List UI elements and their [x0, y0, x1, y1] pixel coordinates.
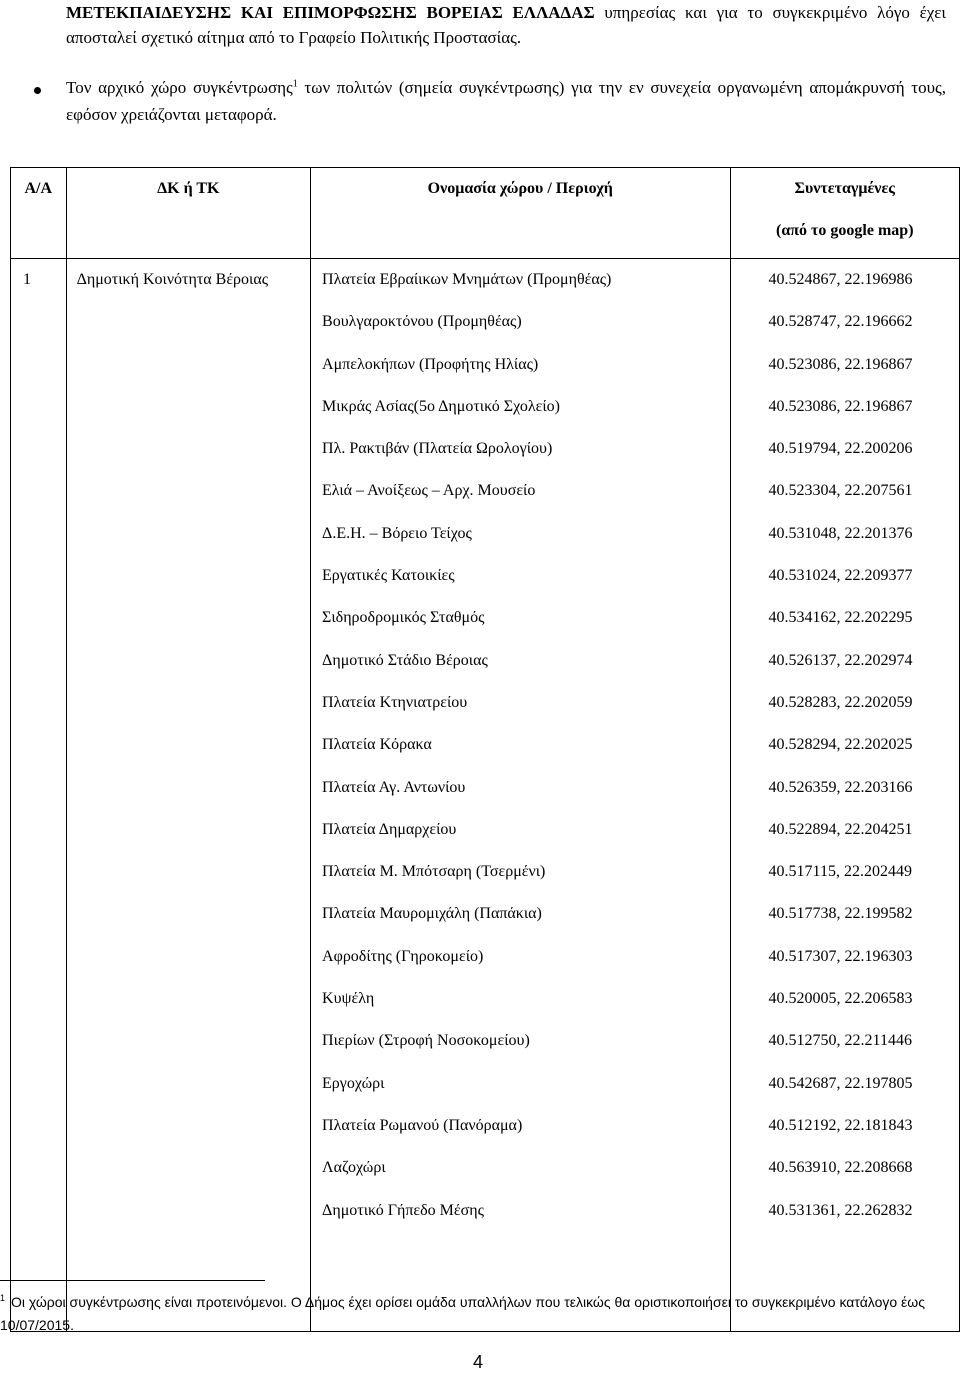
place-name: Πλατεία Μαυρομιχάλη (Παπάκια) — [322, 905, 542, 923]
place-name: Κυψέλη — [322, 990, 375, 1008]
place-coordinates: 40.517115, 22.202449 — [768, 863, 912, 881]
place-name: Αμπελοκήπων (Προφήτης Ηλίας) — [322, 355, 539, 373]
page-number: 4 — [473, 1352, 484, 1372]
place-name: Σιδηροδρομικός Σταθμός — [322, 609, 485, 627]
table-row — [11, 259, 960, 1332]
place-name: Πλατεία Εβραίικων Μνημάτων (Προμηθέας) — [322, 271, 612, 288]
bullet-dot-icon — [34, 87, 41, 94]
place-name: Πλατεία Αγ. Αντωνίου — [322, 778, 466, 796]
place-name: Πιερίων (Στροφή Νοσοκομείου) — [322, 1032, 530, 1050]
place-coordinates: 40.531361, 22.262832 — [768, 1201, 913, 1219]
place-name: Πλατεία Κόρακα — [322, 736, 432, 754]
place-name: Δημοτικό Γήπεδο Μέσης — [322, 1201, 484, 1219]
footnote-marker: 1 — [0, 1293, 6, 1304]
header-aa: Α/Α — [11, 168, 67, 259]
assembly-points-table — [10, 167, 960, 1332]
place-name: Ελιά – Ανοίξεως – Αρχ. Μουσείο — [322, 482, 536, 500]
place-coordinates: 40.519794, 22.200206 — [768, 440, 913, 458]
place-name: Αφροδίτης (Γηροκομείο) — [322, 947, 484, 965]
cell-dk: Δημοτική Κοινότητα Βέροιας — [66, 259, 310, 1332]
cell-aa: 1 — [11, 259, 67, 1332]
intro-bold-text: ΜΕΤΕΚΠΑΙΔΕΥΣΗΣ ΚΑΙ ΕΠΙΜΟΡΦΩΣΗΣ ΒΟΡΕΙΑΣ ΕΛΛΑΔΑΣ — [66, 3, 595, 22]
place-coordinates: 40.517307, 22.196303 — [768, 947, 913, 965]
bullet-text-after: των πολιτών (σημεία συγκέντρωσης) για την εν συνεχεία οργανωμένη απομάκρυνσή τους, εφόσον χρειάζονται μεταφορά. — [66, 78, 946, 124]
place-name: Πλ. Ρακτιβάν (Πλατεία Ωρολογίου) — [322, 440, 553, 458]
place-coordinates: 40.520005, 22.206583 — [768, 990, 913, 1008]
place-name: Πλατεία Δημαρχείου — [322, 820, 457, 838]
place-coordinates: 40.542687, 22.197805 — [768, 1074, 913, 1092]
place-coordinates: 40.526137, 22.202974 — [768, 651, 913, 669]
place-name: Μικράς Ασίας(5ο Δημοτικό Σχολείο) — [322, 397, 560, 415]
place-coordinates: 40.526359, 22.203166 — [768, 778, 913, 796]
intro-rest-text: υπηρεσίας και για το συγκεκριμένο λόγο έχει αποσταλεί σχετικό αίτημα από το Γραφείο Πολιτικής Προστασίας. — [66, 3, 946, 47]
bullet-text-before: Τον αρχικό χώρο συγκέντρωσης — [66, 78, 293, 97]
cell-coords — [730, 259, 959, 1332]
intro-paragraph — [66, 0, 946, 50]
place-coordinates: 40.512192, 22.181843 — [768, 1116, 913, 1134]
place-name: Δημοτικό Στάδιο Βέροιας — [322, 651, 488, 669]
place-coordinates: 40.534162, 22.202295 — [768, 609, 913, 627]
place-coordinates: 40.531024, 22.209377 — [768, 567, 913, 585]
place-coordinates: 40.528294, 22.202025 — [768, 736, 913, 754]
table-header-row — [11, 168, 960, 259]
header-dk: ΔΚ ή ΤΚ — [66, 168, 310, 259]
place-name: Εργατικές Κατοικίες — [322, 567, 455, 585]
header-coord — [730, 168, 959, 259]
place-coordinates: 40.524867, 22.196986 — [768, 271, 913, 288]
place-coordinates: 40.523086, 22.196867 — [768, 355, 913, 373]
footnote-text: Οι χώροι συγκέντρωσης είναι προτεινόμενοι. Ο Δήμος έχει ορίσει ομάδα υπαλλήλων που τελικώς θα οριστικοποιήσει το συγκεκριμένο κατάλογο έως 10/07/2015. — [0, 1294, 925, 1333]
footnote-divider — [0, 1280, 265, 1281]
place-name: Πλατεία Ρωμανού (Πανόραμα) — [322, 1116, 523, 1134]
place-coordinates: 40.517738, 22.199582 — [768, 905, 913, 923]
place-name: Δ.Ε.Η. – Βόρειο Τείχος — [322, 524, 472, 542]
place-name: Λαζοχώρι — [322, 1159, 386, 1177]
place-coordinates: 40.531048, 22.201376 — [768, 524, 913, 542]
place-name: Πλατεία Κτηνιατρείου — [322, 693, 468, 711]
place-name: Βουλγαροκτόνου (Προμηθέας) — [322, 313, 522, 331]
place-coordinates: 40.523086, 22.196867 — [768, 397, 913, 415]
header-name: Ονομασία χώρου / Περιοχή — [311, 168, 731, 259]
header-coord-sub: (από το google map) — [776, 222, 914, 239]
place-coordinates: 40.528747, 22.196662 — [768, 313, 913, 331]
cell-places — [311, 259, 731, 1332]
place-coordinates: 40.563910, 22.208668 — [768, 1159, 913, 1177]
place-coordinates: 40.512750, 22.211446 — [768, 1032, 912, 1050]
footnote-ref[interactable]: 1 — [292, 78, 298, 90]
place-name: Εργοχώρι — [322, 1074, 385, 1092]
place-coordinates: 40.523304, 22.207561 — [768, 482, 913, 500]
bullet-text — [66, 74, 946, 128]
header-coord-title: Συντεταγμένες — [794, 180, 896, 197]
place-name: Πλατεία Μ. Μπότσαρη (Τσερμένι) — [322, 863, 546, 881]
footnote — [0, 1291, 940, 1337]
place-coordinates: 40.528283, 22.202059 — [768, 693, 913, 711]
place-coordinates: 40.522894, 22.204251 — [768, 820, 913, 838]
